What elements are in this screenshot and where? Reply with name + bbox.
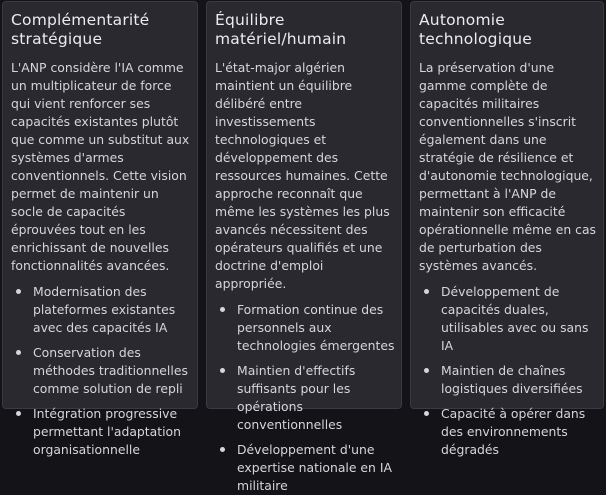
list-item: [215, 362, 397, 434]
list-item-text: Conservation des méthodes traditionnelles comme solution de repli: [33, 345, 188, 396]
card-strategic-complementarity: [2, 1, 198, 457]
list-item: [419, 283, 599, 355]
list-item: [215, 301, 397, 355]
list-item: [11, 283, 193, 337]
list-item-text: Capacité à opérer dans des environnements dégradés: [441, 406, 586, 457]
list-item-text: Développement d'une expertise nationale en IA militaire: [237, 442, 392, 493]
card-bullet-list: [11, 283, 197, 459]
bullet-icon: [220, 368, 225, 373]
list-item: [11, 405, 193, 459]
card-title: Complémentarité stratégique: [11, 11, 150, 48]
bullet-icon: [16, 411, 21, 416]
card-title: Autonomie technologique: [419, 11, 532, 48]
bullet-icon: [16, 350, 21, 355]
card-body: L'état-major algérien maintient un équilibre délibéré entre investissements technologiques et développement des ressources humaines. Cette approche reconnaît que même les systèmes les plus avancés nécessitent des opérateurs qualifiés et une doctrine d'emploi appropriée.: [215, 60, 390, 291]
card-bullet-list: [419, 283, 603, 459]
list-item-text: Modernisation des plateformes existantes avec des capacités IA: [33, 284, 176, 335]
card-bullet-list: [215, 301, 401, 495]
bullet-icon: [424, 289, 429, 294]
bullet-icon: [424, 368, 429, 373]
list-item-text: Formation continue des personnels aux technologies émergentes: [237, 302, 395, 353]
list-item-text: Maintien d'effectifs suffisants pour les opérations conventionnelles: [237, 363, 356, 432]
bullet-icon: [220, 447, 225, 452]
card-material-human-balance: [206, 1, 402, 493]
list-item-text: Développement de capacités duales, utilisables avec ou sans IA: [441, 284, 589, 353]
bullet-icon: [424, 411, 429, 416]
list-item: [215, 441, 397, 495]
bullet-icon: [16, 289, 21, 294]
list-item-text: Intégration progressive permettant l'adaptation organisationnelle: [33, 406, 181, 457]
card-body: La préservation d'une gamme complète de capacités militaires conventionnelles s'inscrit également dans une stratégie de résilience et d'autonomie technologique, permettant à l'ANP de maintenir son efficacité opérationnelle même en cas de perturbation des systèmes avancés.: [419, 60, 597, 273]
list-item: [419, 405, 599, 459]
card-title: Équilibre matériel/humain: [215, 11, 347, 48]
list-item-text: Maintien de chaînes logistiques diversifiées: [441, 363, 583, 396]
card-technological-autonomy: [410, 1, 604, 457]
card-body: L'ANP considère l'IA comme un multiplicateur de force qui vient renforcer ses capacités existantes plutôt que comme un substitut aux systèmes d'armes conventionnels. Cette vision permet de maintenir un socle de capacités éprouvées tout en les enrichissant de nouvelles fonctionnalités avancées.: [11, 60, 190, 273]
bullet-icon: [220, 307, 225, 312]
list-item: [419, 362, 599, 398]
list-item: [11, 344, 193, 398]
